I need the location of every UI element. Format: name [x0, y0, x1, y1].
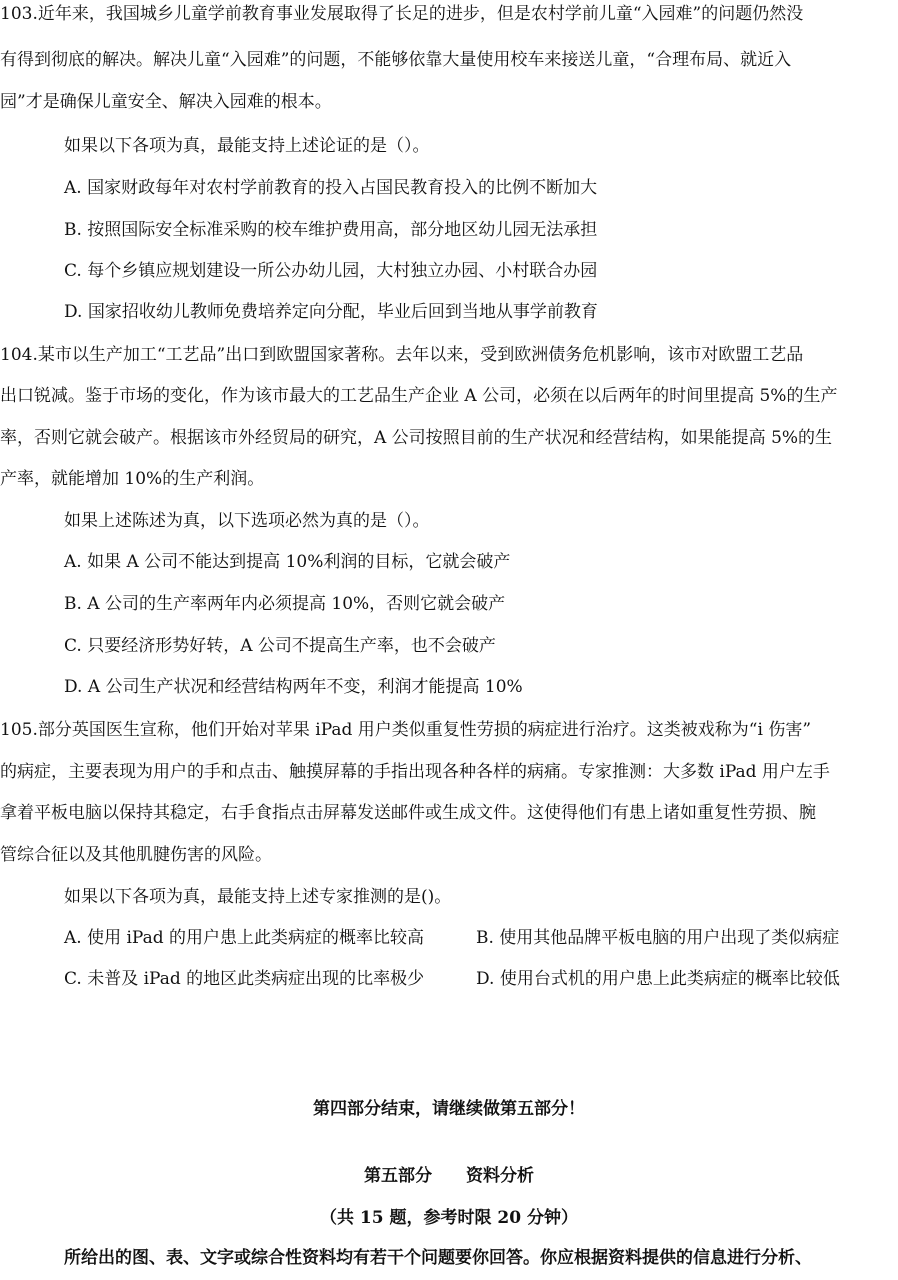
- q105-option-c: C. 未普及 iPad 的地区此类病症出现的比率极少: [64, 969, 425, 989]
- q104-text-line-4: 产率，就能增加 10%的生产利润。: [0, 469, 265, 489]
- q105-text-line-4: 管综合征以及其他肌腱伤害的风险。: [0, 845, 272, 865]
- q103-option-c: C. 每个乡镇应规划建设一所公办幼儿园，大村独立办园、小村联合办园: [64, 261, 598, 281]
- q103-text-line-3: 园”才是确保儿童安全、解决入园难的根本。: [0, 92, 332, 112]
- q103-text-line-2: 有得到彻底的解决。解决儿童“入园难”的问题，不能够依靠大量使用校车来接送儿童，“合理布局、就近入: [0, 50, 792, 70]
- q105-text-line-3: 拿着平板电脑以保持其稳定，右手食指点击屏幕发送邮件或生成文件。这使得他们有患上诸如重复性劳损、腕: [0, 803, 816, 823]
- q104-option-c: C. 只要经济形势好转，A 公司不提高生产率，也不会破产: [64, 636, 496, 656]
- q104-option-d: D. A 公司生产状况和经营结构两年不变，利润才能提高 10%: [64, 677, 523, 697]
- section5-subtitle: （共 15 题，参考时限 20 分钟）: [320, 1208, 578, 1228]
- q103-prompt: 如果以下各项为真，最能支持上述论证的是（）。: [64, 136, 430, 156]
- q105-prompt: 如果以下各项为真，最能支持上述专家推测的是()。: [64, 887, 452, 907]
- q104-text-line-3: 率，否则它就会破产。根据该市外经贸局的研究，A 公司按照目前的生产状况和经营结构，如果能提高 5%的生: [0, 428, 833, 448]
- q103-text-line-1: 103.近年来，我国城乡儿童学前教育事业发展取得了长足的进步，但是农村学前儿童“入园难”的问题仍然没: [0, 4, 804, 24]
- q103-option-a: A. 国家财政每年对农村学前教育的投入占国民教育投入的比例不断加大: [64, 178, 598, 198]
- q105-text-line-2: 的病症，主要表现为用户的手和点击、触摸屏幕的手指出现各种各样的病痛。专家推测：大多数 iPad 用户左手: [0, 762, 830, 782]
- q103-option-d: D. 国家招收幼儿教师免费培养定向分配，毕业后回到当地从事学前教育: [64, 302, 598, 322]
- q104-prompt: 如果上述陈述为真，以下选项必然为真的是（）。: [64, 511, 430, 531]
- q105-option-b: B. 使用其他品牌平板电脑的用户出现了类似病症: [476, 928, 840, 948]
- q105-option-a: A. 使用 iPad 的用户患上此类病症的概率比较高: [64, 928, 425, 948]
- q103-option-b: B. 按照国际安全标准采购的校车维护费用高，部分地区幼儿园无法承担: [64, 220, 598, 240]
- q104-option-a: A. 如果 A 公司不能达到提高 10%利润的目标，它就会破产: [64, 552, 511, 572]
- q104-option-b: B. A 公司的生产率两年内必须提高 10%，否则它就会破产: [64, 594, 506, 614]
- section-end-notice: 第四部分结束，请继续做第五部分！: [313, 1099, 585, 1119]
- q104-text-line-1: 104.某市以生产加工“工艺品”出口到欧盟国家著称。去年以来，受到欧洲债务危机影响，该市对欧盟工艺品: [0, 345, 804, 365]
- q105-option-d: D. 使用台式机的用户患上此类病症的概率比较低: [476, 969, 840, 989]
- q105-options-row-1: [64, 926, 898, 950]
- section5-title: 第五部分 资料分析: [364, 1166, 534, 1186]
- q105-text-line-1: 105.部分英国医生宣称，他们开始对苹果 iPad 用户类似重复性劳损的病症进行治疗。这类被戏称为“i 伤害”: [0, 720, 812, 740]
- q105-options-row-2: [64, 967, 898, 991]
- section5-intro: 所给出的图、表、文字或综合性资料均有若干个问题要你回答。你应根据资料提供的信息进行分析、: [64, 1248, 812, 1268]
- q104-text-line-2: 出口锐减。鉴于市场的变化，作为该市最大的工艺品生产企业 A 公司，必须在以后两年的时间里提高 5%的生产: [0, 386, 838, 406]
